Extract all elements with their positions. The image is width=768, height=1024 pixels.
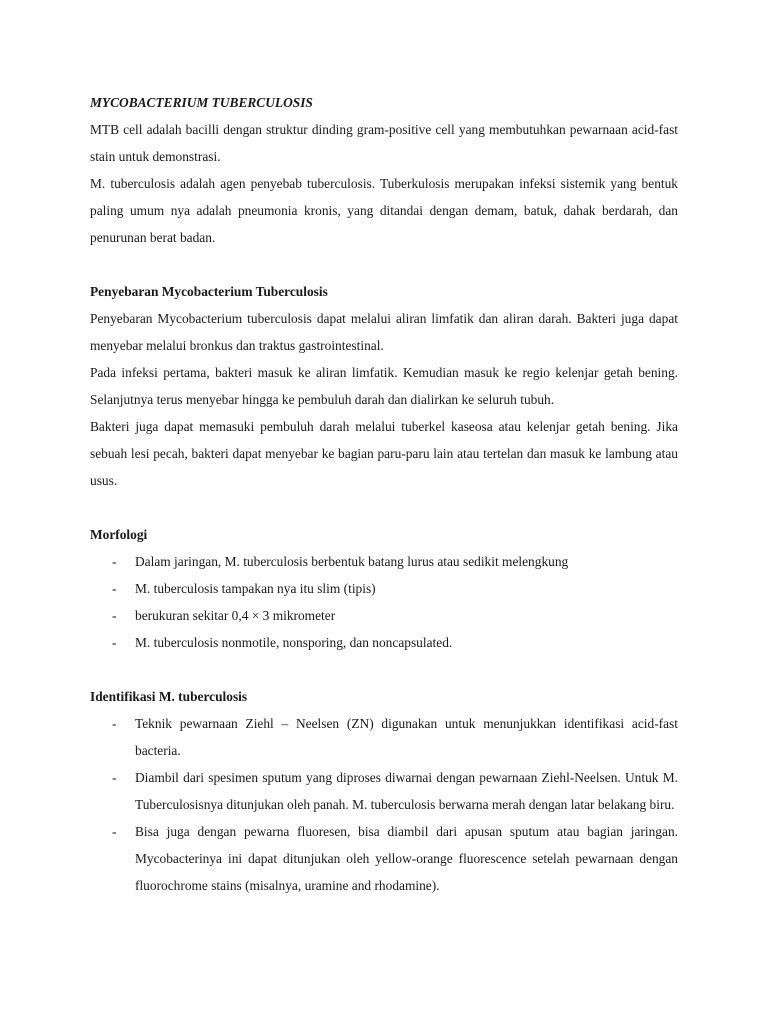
list-item bbox=[90, 575, 678, 602]
morfologi-list bbox=[90, 548, 678, 656]
bullet-dash: - bbox=[112, 770, 117, 785]
bullet-dash: - bbox=[112, 608, 117, 623]
intro-paragraph: M. tuberculosis adalah agen penyebab tuberculosis. Tuberkulosis merupakan infeksi sistemik yang bentuk paling umum nya adalah pneumonia kronis, yang ditandai dengan demam, batuk, dahak berdarah, dan penurunan berat badan. bbox=[90, 176, 678, 245]
penyebaran-paragraph: Bakteri juga dapat memasuki pembuluh darah melalui tuberkel kaseosa atau kelenjar getah bening. Jika sebuah lesi pecah, bakteri dapat menyebar ke bagian paru-paru lain atau tertelan dan masuk ke lambung atau usus. bbox=[90, 419, 678, 488]
bullet-dash: - bbox=[112, 716, 117, 731]
bullet-dash: - bbox=[112, 824, 117, 839]
list-item-text: Dalam jaringan, M. tuberculosis berbentuk batang lurus atau sedikit melengkung bbox=[135, 554, 569, 569]
section-spacer bbox=[90, 251, 678, 278]
document-title: MYCOBACTERIUM TUBERCULOSIS bbox=[90, 95, 313, 110]
list-item-text: Teknik pewarnaan Ziehl – Neelsen (ZN) digunakan untuk menunjukkan identifikasi acid-fast bacteria. bbox=[135, 716, 678, 758]
bullet-dash: - bbox=[112, 581, 117, 596]
bullet-dash: - bbox=[112, 554, 117, 569]
list-item-text: M. tuberculosis tampakan nya itu slim (tipis) bbox=[135, 581, 376, 596]
list-item-text: M. tuberculosis nonmotile, nonsporing, dan noncapsulated. bbox=[135, 635, 453, 650]
penyebaran-paragraph: Penyebaran Mycobacterium tuberculosis dapat melalui aliran limfatik dan aliran darah. Bakteri juga dapat menyebar melalui bronkus dan traktus gastrointestinal. bbox=[90, 311, 678, 353]
list-item-text: Bisa juga dengan pewarna fluoresen, bisa diambil dari apusan sputum atau bagian jaringan. Mycobacterinya ini dapat ditunjukan oleh yellow-orange fluorescence setelah pewarnaan dengan fluorochrome stains (misalnya, uramine and rhodamine). bbox=[135, 824, 678, 893]
section-heading-morfologi: Morfologi bbox=[90, 527, 148, 542]
identifikasi-list bbox=[90, 710, 678, 899]
list-item bbox=[90, 602, 678, 629]
list-item bbox=[90, 764, 678, 818]
list-item bbox=[90, 710, 678, 764]
section-spacer bbox=[90, 656, 678, 683]
list-item bbox=[90, 548, 678, 575]
bullet-dash: - bbox=[112, 635, 117, 650]
list-item bbox=[90, 629, 678, 656]
section-heading-penyebaran: Penyebaran Mycobacterium Tuberculosis bbox=[90, 284, 328, 299]
penyebaran-paragraph: Pada infeksi pertama, bakteri masuk ke aliran limfatik. Kemudian masuk ke regio kelenjar getah bening. Selanjutnya terus menyebar hingga ke pembuluh darah dan dialirkan ke seluruh tubuh. bbox=[90, 365, 678, 407]
list-item bbox=[90, 818, 678, 899]
list-item-text: berukuran sekitar 0,4 × 3 mikrometer bbox=[135, 608, 336, 623]
intro-paragraph: MTB cell adalah bacilli dengan struktur dinding gram-positive cell yang membutuhkan pewarnaan acid-fast stain untuk demonstrasi. bbox=[90, 122, 678, 164]
list-item-text: Diambil dari spesimen sputum yang diproses diwarnai dengan pewarnaan Ziehl-Neelsen. Untuk M. Tuberculosisnya ditunjukan oleh panah. M. tuberculosis berwarna merah dengan latar belakang biru. bbox=[135, 770, 678, 812]
section-spacer bbox=[90, 494, 678, 521]
section-heading-identifikasi: Identifikasi M. tuberculosis bbox=[90, 689, 248, 704]
